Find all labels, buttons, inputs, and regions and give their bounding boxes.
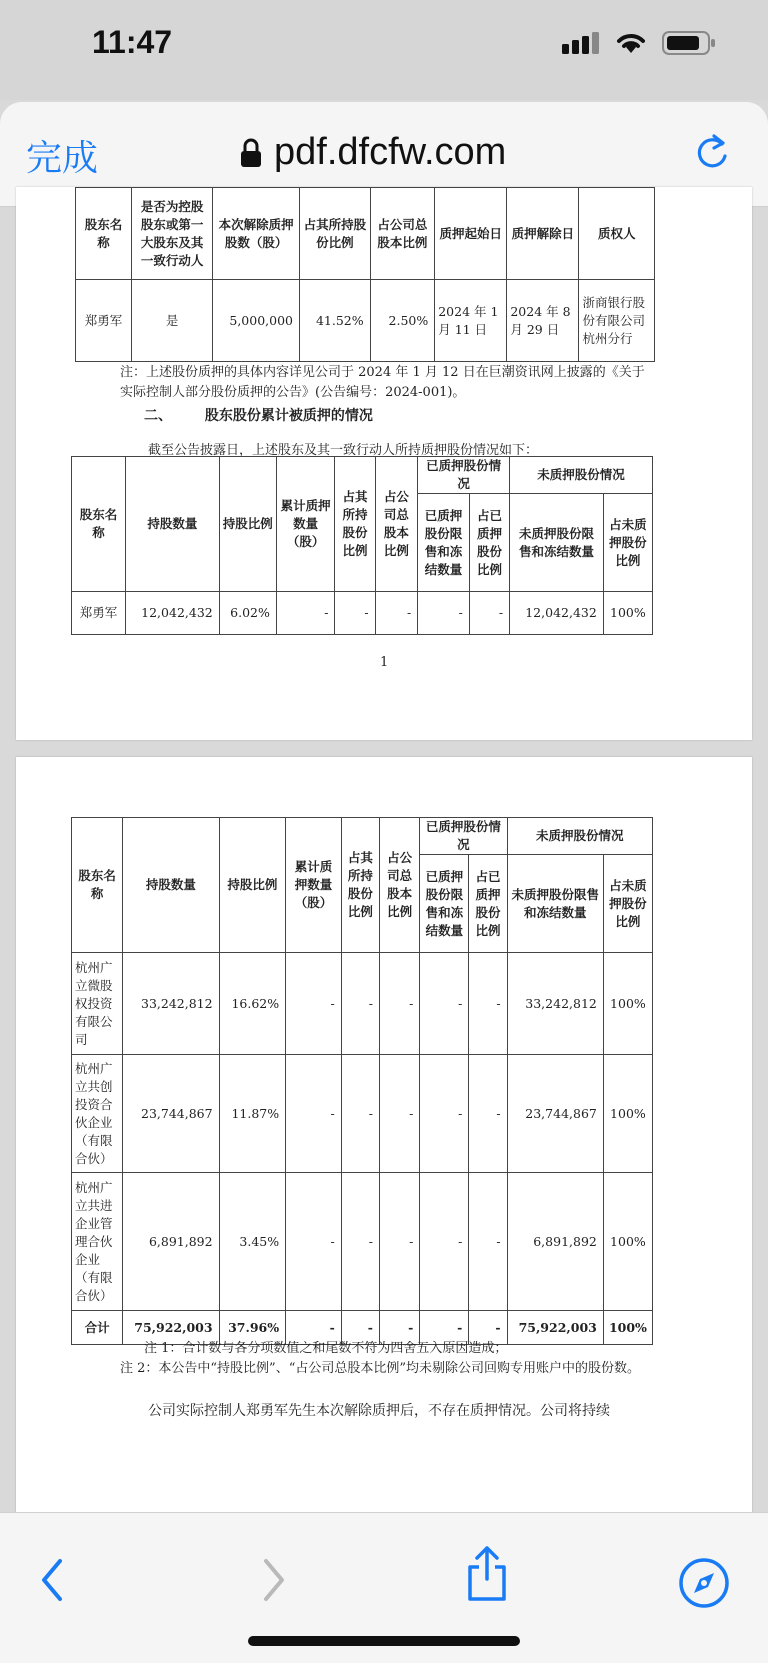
table-cell: -	[379, 1311, 419, 1345]
reload-icon[interactable]	[692, 132, 732, 172]
status-bar	[0, 0, 768, 100]
table-cell: -	[379, 953, 419, 1055]
table-header: 持股比例	[219, 457, 276, 592]
lock-icon	[240, 138, 262, 168]
table-header: 股东名称	[72, 818, 123, 953]
pdf-page-2	[16, 757, 752, 1557]
table-cell: 2024 年 1 月 11 日	[435, 280, 507, 362]
table-header: 占已质押股份比例	[469, 855, 507, 953]
table-cell: -	[341, 953, 379, 1055]
forward-icon[interactable]	[256, 1557, 290, 1603]
table-cell: 100%	[603, 1173, 652, 1311]
pdf-page-1	[16, 187, 752, 740]
table-cell: -	[341, 1311, 379, 1345]
table-note: 注：上述股份质押的具体内容详见公司于 2024 年 1 月 12 日在巨潮资讯网上披露的《关于实际控制人部分股份质押的公告》(公告编号：2024-001)。	[120, 365, 645, 400]
table-cell: -	[469, 592, 509, 635]
table-cell: 杭州广立共创投资合伙企业（有限合伙）	[72, 1055, 123, 1173]
status-icons	[562, 30, 716, 56]
table-cell: 33,242,812	[507, 953, 603, 1055]
closing-paragraph: 公司实际控制人郑勇军先生本次解除质押后，不存在质押情况。公司将持续	[148, 1403, 610, 1419]
table-header: 持股数量	[123, 818, 219, 953]
table-cell: 100%	[603, 592, 652, 635]
table-header: 占公司总股本比例	[375, 457, 418, 592]
table-cell: -	[469, 1173, 507, 1311]
table-cell-total-label: 合计	[72, 1311, 123, 1345]
table-cell: 浙商银行股份有限公司杭州分行	[579, 280, 655, 362]
table-cell: 37.96%	[219, 1311, 286, 1345]
table-cell: 11.87%	[219, 1055, 286, 1173]
table-header: 质押解除日	[507, 188, 579, 280]
table-cell: 100%	[603, 1055, 652, 1173]
table-cell: 33,242,812	[123, 953, 219, 1055]
table-cell: -	[418, 592, 470, 635]
table-cell: 3.45%	[219, 1173, 286, 1311]
group-header-pledged: 已质押股份情况	[420, 818, 507, 855]
table-cell: 75,922,003	[507, 1311, 603, 1345]
intro-text: 截至公告披露日，上述股东及其一致行动人所持质押股份情况如下：	[148, 443, 539, 458]
table-cell: 5,000,000	[213, 280, 300, 362]
table-cell: -	[469, 1311, 507, 1345]
table-header: 股东名称	[72, 457, 126, 592]
table-cell: -	[335, 592, 375, 635]
table-cell: 75,922,003	[123, 1311, 219, 1345]
table-cell: 23,744,867	[507, 1055, 603, 1173]
share-icon[interactable]	[464, 1545, 510, 1603]
section-number: 二、	[144, 408, 172, 424]
table-cell: -	[341, 1055, 379, 1173]
section-title: 股东股份累计被质押的情况	[204, 408, 373, 424]
table-header: 占未质押股份比例	[603, 494, 652, 592]
done-button[interactable]: 完成	[26, 137, 99, 178]
table-cell: 100%	[603, 953, 652, 1055]
table-header: 占公司总股本比例	[370, 188, 435, 280]
table-cell: 41.52%	[300, 280, 371, 362]
table-cell: -	[286, 953, 342, 1055]
table-cell: 6,891,892	[507, 1173, 603, 1311]
safari-compass-icon[interactable]	[678, 1557, 730, 1609]
table-cell: 12,042,432	[510, 592, 604, 635]
table-note-2: 注 2：本公告中“持股比例”、“占公司总股本比例”均未剔除公司回购专用账户中的股份数。	[120, 1361, 640, 1376]
table-cell: 是	[132, 280, 213, 362]
group-header-unpledged: 未质押股份情况	[507, 818, 652, 855]
table-header: 已质押股份限售和冻结数量	[418, 494, 470, 592]
table-header: 持股比例	[219, 818, 286, 953]
shareholder-pledge-table	[71, 817, 653, 1345]
table-note-1: 注 1：合计数与各分项数值之和尾数不符为四舍五入原因造成；	[144, 1341, 508, 1356]
table-cell: 杭州广立微股权投资有限公司	[72, 953, 123, 1055]
table-cell: -	[420, 1055, 469, 1173]
table-cell: -	[379, 1173, 419, 1311]
table-header: 占已质押股份比例	[469, 494, 509, 592]
table-header: 是否为控股股东或第一大股东及其一致行动人	[132, 188, 213, 280]
table-cell: -	[420, 953, 469, 1055]
release-pledge-table	[75, 187, 655, 362]
table-cell: 郑勇军	[76, 280, 132, 362]
table-header: 占其所持股份比例	[335, 457, 375, 592]
address-bar[interactable]	[240, 131, 506, 174]
cumulative-pledge-table	[71, 456, 653, 635]
table-cell: -	[420, 1173, 469, 1311]
table-cell: 12,042,432	[126, 592, 220, 635]
table-header: 本次解除质押股数（股）	[213, 188, 300, 280]
table-cell: -	[379, 1055, 419, 1173]
home-indicator	[248, 1636, 520, 1646]
url-text: pdf.dfcfw.com	[274, 131, 507, 173]
battery-icon	[662, 30, 716, 56]
table-header: 占未质押股份比例	[603, 855, 652, 953]
cellular-signal-icon	[562, 32, 600, 54]
table-header: 未质押股份限售和冻结数量	[510, 494, 604, 592]
table-cell: 2.50%	[370, 280, 435, 362]
table-cell: -	[375, 592, 418, 635]
table-cell: 2024 年 8 月 29 日	[507, 280, 579, 362]
table-header: 持股数量	[126, 457, 220, 592]
back-icon[interactable]	[36, 1557, 70, 1603]
table-cell: -	[469, 953, 507, 1055]
table-cell: 23,744,867	[123, 1055, 219, 1173]
table-cell: 100%	[603, 1311, 652, 1345]
table-header: 累计质押数量（股）	[286, 818, 342, 953]
wifi-icon	[614, 31, 648, 55]
table-cell: 6.02%	[219, 592, 276, 635]
table-header: 累计质押数量（股）	[276, 457, 335, 592]
table-cell: -	[286, 1055, 342, 1173]
table-cell: -	[420, 1311, 469, 1345]
page-number: 1	[380, 655, 389, 670]
pdf-viewer[interactable]	[0, 198, 768, 1512]
table-header: 未质押股份限售和冻结数量	[507, 855, 603, 953]
table-cell: 杭州广立共进企业管理合伙企业（有限合伙）	[72, 1173, 123, 1311]
table-header: 已质押股份限售和冻结数量	[420, 855, 469, 953]
group-header-pledged: 已质押股份情况	[418, 457, 510, 494]
table-header: 占公司总股本比例	[379, 818, 419, 953]
table-header: 占其所持股份比例	[300, 188, 371, 280]
table-cell: -	[286, 1173, 342, 1311]
status-time: 11:47	[92, 24, 173, 60]
table-header: 质押起始日	[435, 188, 507, 280]
table-cell: -	[469, 1055, 507, 1173]
table-cell: 6,891,892	[123, 1173, 219, 1311]
table-header: 股东名称	[76, 188, 132, 280]
table-cell: 郑勇军	[72, 592, 126, 635]
section-heading	[144, 405, 373, 425]
table-cell: -	[276, 592, 335, 635]
table-header: 占其所持股份比例	[341, 818, 379, 953]
table-header: 质权人	[579, 188, 655, 280]
table-cell: -	[286, 1311, 342, 1345]
table-cell: 16.62%	[219, 953, 286, 1055]
group-header-unpledged: 未质押股份情况	[510, 457, 653, 494]
table-cell: -	[341, 1173, 379, 1311]
